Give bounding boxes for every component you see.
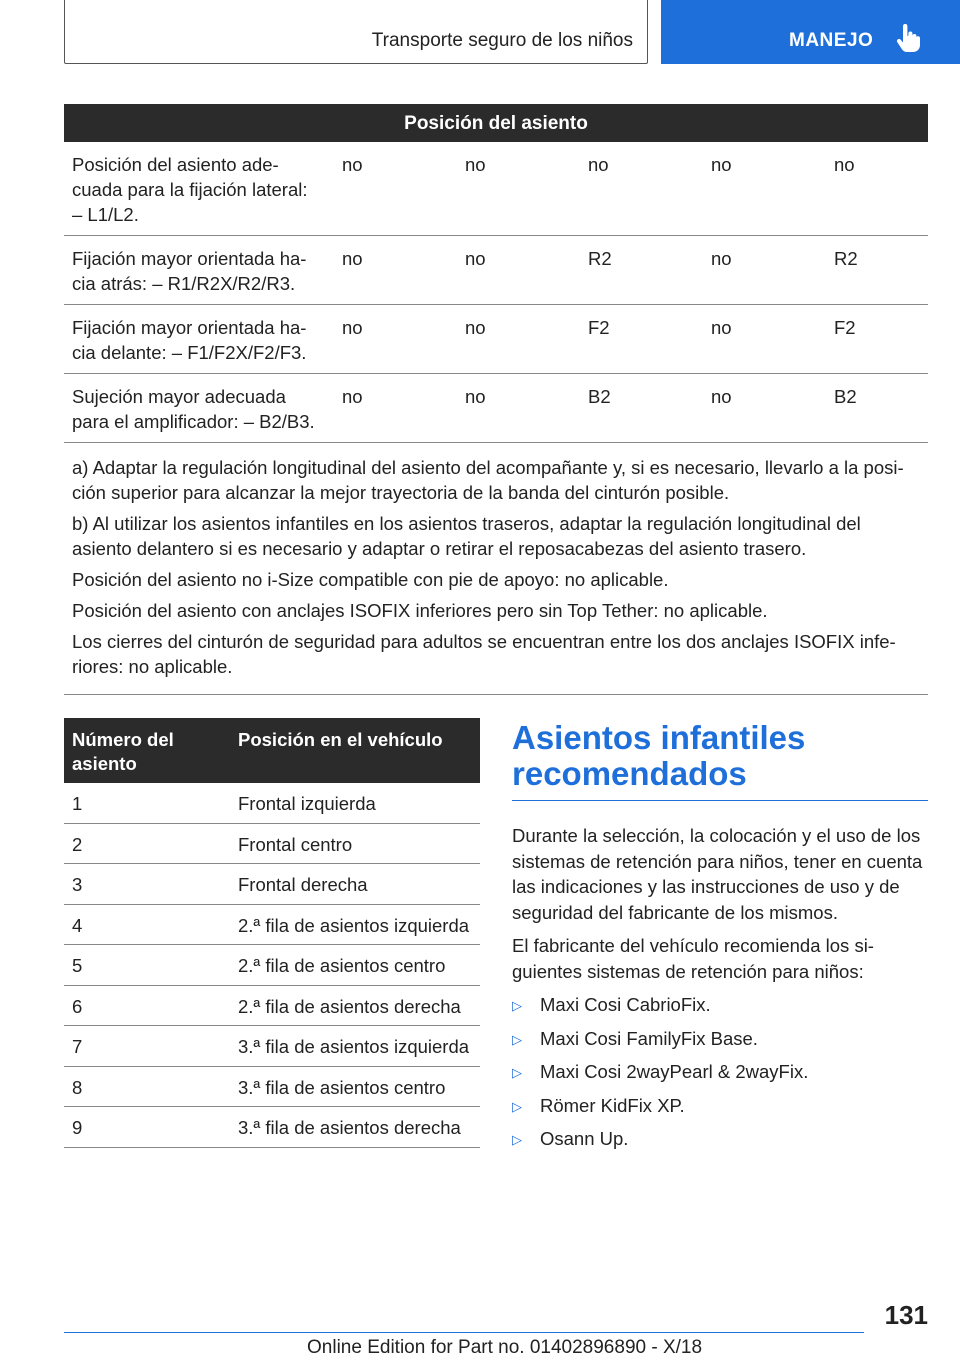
table-row: [64, 864, 480, 905]
row-label: Fijación mayor orientada ha- cia atrás: – R1/R2X/R2/R3.: [72, 248, 307, 294]
recommended-seats-section: [512, 718, 928, 1160]
list-item: [512, 992, 928, 1019]
table-cell: no: [711, 154, 732, 175]
list-item: [512, 1059, 928, 1086]
list-item: [512, 1093, 928, 1120]
table-row: [64, 824, 480, 865]
list-item-text: Maxi Cosi FamilyFix Base.: [540, 1027, 758, 1049]
seat-position: 2.ª fila de asientos derecha: [238, 995, 461, 1017]
seat-number: 9: [72, 1117, 83, 1138]
row-label: Fijación mayor orientada ha- cia delante: – F1/F2X/F2/F3.: [72, 317, 307, 363]
table-cell: no: [342, 248, 363, 269]
seat-number: 5: [72, 955, 83, 976]
seat-position-table: [64, 104, 928, 443]
table-cell: no: [465, 386, 486, 407]
table-cell: no: [711, 248, 732, 269]
table-cell: no: [711, 386, 732, 407]
seat-number: 6: [72, 995, 83, 1017]
column-header-number: Número del asiento: [72, 729, 174, 774]
table-cell: no: [711, 317, 732, 338]
triangle-bullet-icon: ▷: [512, 1098, 522, 1114]
table-row: [64, 986, 480, 1027]
divider: [64, 694, 928, 695]
list-item: [512, 1126, 928, 1153]
triangle-bullet-icon: ▷: [512, 1031, 522, 1047]
list-item: [512, 1026, 928, 1053]
note-paragraph: Posición del asiento no i-Size compatible con pie de apoyo: no aplicable.: [72, 569, 669, 590]
section-intro: Durante la selección, la colocación y el uso de los sistemas de retención para niños, tener en cuenta las indicaciones y las instrucciones de uso y de seguridad del fabricante de los mismos.: [512, 825, 923, 923]
seat-number: 3: [72, 874, 83, 895]
chapter-title: Transporte seguro de los niños: [371, 30, 633, 51]
seat-position: Frontal derecha: [238, 874, 368, 895]
seat-number: 2: [72, 833, 83, 855]
table-cell: B2: [834, 386, 857, 407]
table-cell: no: [342, 154, 363, 175]
row-label: Posición del asiento ade- cuada para la fijación lateral: – L1/L2.: [72, 154, 308, 225]
note-paragraph: Posición del asiento con anclajes ISOFIX inferiores pero sin Top Tether: no aplicable.: [72, 600, 768, 621]
table-row: [64, 1107, 480, 1148]
table-cell: R2: [834, 248, 858, 269]
table-cell: R2: [588, 248, 612, 269]
seat-position: 2.ª fila de asientos izquierda: [238, 914, 470, 936]
table-cell: no: [465, 248, 486, 269]
table-cell: F2: [588, 317, 610, 338]
seat-position: 3.ª fila de asientos izquierda: [238, 1036, 470, 1057]
seat-number: 8: [72, 1076, 83, 1098]
table-row: [64, 374, 928, 443]
table-cell: no: [342, 317, 363, 338]
edition-text: Online Edition for Part no. 01402896890 - X/18: [307, 1337, 703, 1358]
footer-divider: [64, 1332, 864, 1333]
table-header: [64, 718, 480, 783]
triangle-bullet-icon: ▷: [512, 1065, 522, 1080]
seat-number: 7: [72, 1036, 83, 1057]
seat-position: 3.ª fila de asientos derecha: [238, 1117, 461, 1138]
seat-position: 3.ª fila de asientos centro: [238, 1076, 446, 1098]
chapter-header-box: [64, 0, 648, 64]
table-row: [64, 783, 480, 824]
table-header: Posición del asiento: [64, 104, 928, 142]
table-row: [64, 1026, 480, 1067]
seat-position: Frontal izquierda: [238, 793, 376, 814]
section-title: Asientos infantiles recomendados: [512, 720, 928, 801]
table-row: [64, 945, 480, 986]
triangle-bullet-icon: ▷: [512, 998, 522, 1013]
table-row: [64, 142, 928, 236]
recommended-seat-list: [512, 992, 928, 1153]
list-item-text: Osann Up.: [540, 1128, 629, 1149]
note-paragraph: Los cierres del cinturón de seguridad para adultos se encuentran entre los dos anclajes ISOFIX infe- riores: no aplicable.: [72, 631, 896, 677]
triangle-bullet-icon: ▷: [512, 1132, 522, 1147]
table-row: [64, 305, 928, 374]
seat-number: 1: [72, 793, 83, 814]
list-item-text: Römer KidFix XP.: [540, 1094, 685, 1116]
table-row: [64, 905, 480, 946]
section-tab-label: MANEJO: [789, 30, 874, 51]
table-cell: no: [834, 154, 855, 175]
section-intro-2: El fabricante del vehículo recomienda los si- guientes sistemas de retención para niños:: [512, 935, 874, 982]
column-header-position: Posición en el vehículo: [238, 729, 443, 750]
table-row: [64, 236, 928, 305]
seat-number-table: [64, 718, 480, 1148]
note-paragraph: a) Adaptar la regulación longitudinal del asiento del acompañante y, si es necesario, llevarlo a la posi- ción superior para alcanzar la mejor trayectoria de la banda del cinturón posible.: [72, 457, 904, 503]
table-row: [64, 1067, 480, 1108]
list-item-text: Maxi Cosi 2wayPearl & 2wayFix.: [540, 1061, 809, 1082]
table-cell: no: [588, 154, 609, 175]
table-cell: no: [465, 154, 486, 175]
table-cell: no: [465, 317, 486, 338]
note-paragraph: b) Al utilizar los asientos infantiles en los asientos traseros, adaptar la regulación longitudinal del asiento delantero si es necesario y adaptar o retirar el reposacabezas del asiento trasero.: [72, 513, 861, 559]
table-cell: F2: [834, 317, 856, 338]
table-cell: B2: [588, 386, 611, 407]
table-notes: [64, 455, 928, 685]
hand-pointer-icon: [895, 24, 921, 54]
seat-position: 2.ª fila de asientos centro: [238, 955, 446, 976]
seat-number: 4: [72, 914, 83, 936]
page-number: 131: [884, 1300, 928, 1330]
list-item-text: Maxi Cosi CabrioFix.: [540, 994, 711, 1015]
row-label: Sujeción mayor adecuada para el amplificador: – B2/B3.: [72, 386, 315, 432]
seat-position: Frontal centro: [238, 833, 353, 855]
table-cell: no: [342, 386, 363, 407]
